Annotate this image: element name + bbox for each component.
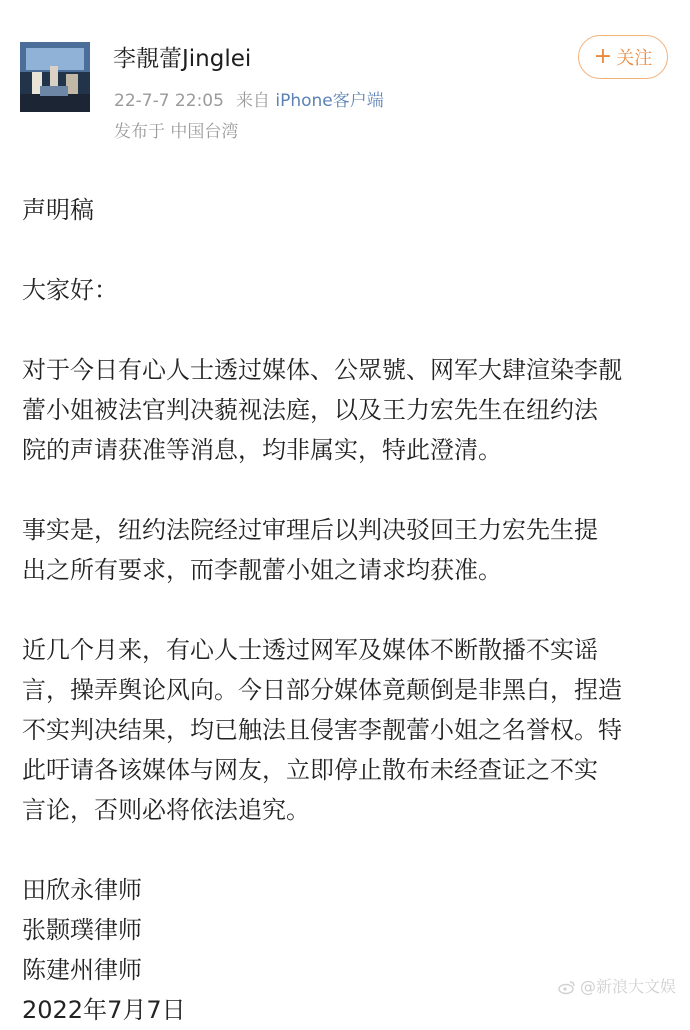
watermark-text: @新浪大文娱 [579, 977, 676, 996]
signature-line: 张颢璞律师 [22, 916, 142, 944]
post-title: 声明稿 [22, 196, 94, 224]
source-link[interactable]: iPhone客户端 [275, 91, 384, 111]
signature-line: 陈建州律师 [22, 956, 142, 984]
post-meta [114, 86, 384, 111]
username[interactable]: 李靚蕾Jinglei [113, 46, 252, 72]
follow-label: 关注 [616, 48, 653, 69]
source-prefix: 来自 [235, 91, 270, 111]
post-paragraph: 事实是，纽约法院经过审理后以判决驳回王力宏先生提 出之所有要求，而李靓蕾小姐之请求均获准。 [22, 516, 598, 584]
post-paragraph: 对于今日有心人士透过媒体、公眾號、网军大肆渲染李靓 蕾小姐被法官判决藐视法庭，以及王力宏先生在纽约法 院的声请获准等消息，均非属实，特此澄清。 [22, 356, 622, 464]
avatar[interactable] [20, 42, 90, 112]
signature-line: 田欣永律师 [22, 876, 142, 904]
post-date: 2022年7月7日 [22, 996, 186, 1024]
post-timestamp: 22-7-7 22:05 [114, 91, 224, 111]
watermark [558, 974, 676, 997]
post-paragraph: 近几个月来，有心人士透过网军及媒体不断散播不实谣 言，操弄舆论风向。今日部分媒体竟颠倒是非黑白，捏造 不实判决结果，均已触法且侵害李靓蕾小姐之名誉权。特 此吁请各该媒体与网友，立即停止散布未经查证之不实 言论，否则必将依法追究。 [22, 636, 622, 824]
post-header [0, 0, 690, 150]
post-body [22, 150, 672, 1030]
post-greeting: 大家好： [22, 276, 118, 304]
plus-icon: + [593, 44, 613, 69]
follow-button[interactable] [578, 35, 668, 79]
post-location: 发布于 中国台湾 [114, 122, 239, 142]
weibo-icon [558, 979, 576, 993]
